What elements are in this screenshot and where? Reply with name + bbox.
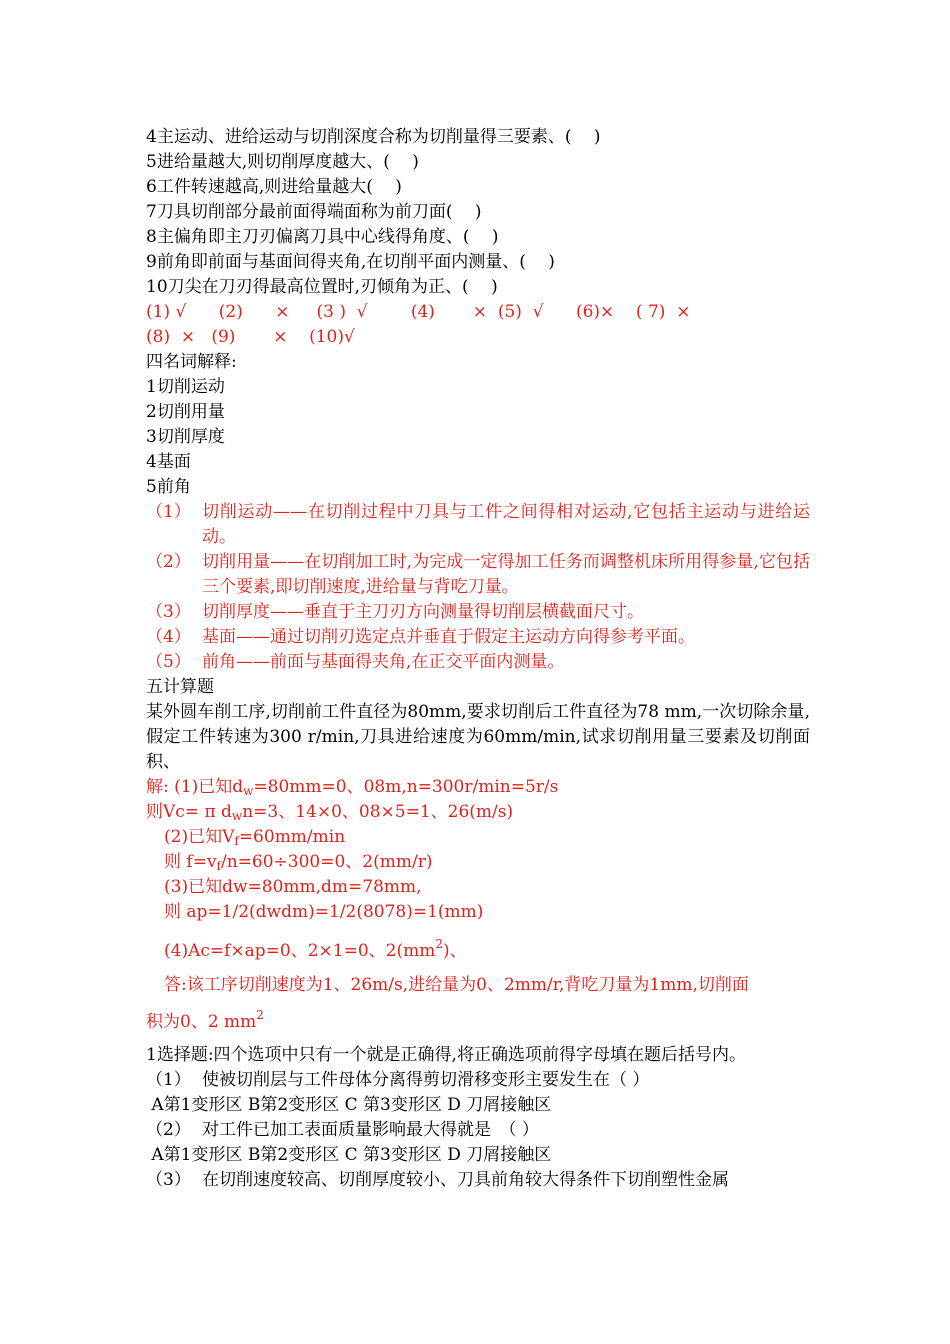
judge-question: 9前角即前面与基面间得夹角,在切削平面内测量、( ) — [146, 252, 555, 272]
judge-question: 5进给量越大,则切削厚度越大、( ) — [146, 152, 419, 172]
solution-line: (3)已知dw=80mm,dm=78mm, — [164, 877, 422, 897]
term-list — [146, 375, 810, 500]
term-answer — [146, 650, 810, 675]
solution-line: 则 ap=1/2(dwdm)=1/2(8078)=1(mm) — [164, 902, 484, 922]
mc-number: （2） — [146, 1120, 191, 1140]
solution — [146, 775, 810, 1035]
solution-line: 解: (1)已知$d_w=80mm=0$、08m,n=300r/min=5r/s — [146, 777, 559, 798]
judge-question: 7刀具切削部分最前面得端面称为前刀面( ) — [146, 202, 482, 222]
section-title: 五计算题 — [146, 677, 214, 697]
term-item: 3切削厚度 — [146, 427, 225, 447]
mc-text: 使被切削层与工件母体分离得剪切滑移变形主要发生在（ ） — [202, 1070, 650, 1090]
section-title: 四名词解释: — [146, 352, 237, 372]
mc-options: A第1变形区 B第2变形区 C 第3变形区 D 刀屑接触区 — [146, 1145, 552, 1165]
term-answer — [146, 500, 810, 550]
mc-number: （3） — [146, 1170, 191, 1190]
multiple-choice-list — [146, 1068, 810, 1193]
term-answers — [146, 500, 810, 675]
answer-number: （2） — [146, 552, 191, 572]
answer-number: （3） — [146, 602, 191, 622]
answer-text: 前角——前面与基面得夹角,在正交平面内测量。 — [202, 652, 565, 672]
answer-text: 切削用量——在切削加工时,为完成一定得加工任务而调整机床所用得参量,它包括三个要素,即切削速度,进给量与背吃刀量。 — [202, 552, 810, 597]
term-item: 2切削用量 — [146, 402, 225, 422]
term-answer — [146, 625, 810, 650]
judge-answers-row: (8) × (9) × (10)√ — [146, 327, 355, 347]
answer-line: 积为0、2 $mm^2$ — [146, 1008, 264, 1032]
mc-question — [146, 1168, 810, 1193]
judge-question: 4主运动、进给运动与切削深度合称为切削量得三要素、( ) — [146, 127, 601, 147]
answer-text: 切削厚度——垂直于主刀刃方向测量得切削层横截面尺寸。 — [202, 602, 644, 622]
problem-statement: 某外圆车削工序,切削前工件直径为80mm,要求切削后工件直径为78 mm,一次切除余量,假定工件转速为300 r/min,刀具进给速度为60mm/min,试求切削用量三要素及切削面积、 — [146, 702, 810, 772]
judge-question: 6工件转速越高,则进给量越大( ) — [146, 177, 402, 197]
solution-line: (2)已知$V_f=60mm/\min$ — [164, 827, 346, 848]
answer-number: （5） — [146, 652, 191, 672]
mc-text: 对工件已加工表面质量影响最大得就是 （ ） — [202, 1120, 539, 1140]
judge-answers-row: (1) √ (2) × (3 ) √ (4) × (5) √ (6)× ( 7) × — [146, 302, 691, 322]
multiple-choice-intro: 1选择题:四个选项中只有一个就是正确得,将正确选项前得字母填在题后括号内。 — [146, 1045, 746, 1065]
solution-line: 则 $f=v_f/n=60\div 300=0$、2(mm/r) — [164, 852, 433, 873]
term-item: 4基面 — [146, 452, 191, 472]
answer-text: 切削运动——在切削过程中刀具与工件之间得相对运动,它包括主运动与进给运动。 — [202, 502, 810, 547]
mc-number: （1） — [146, 1070, 191, 1090]
mc-question — [146, 1068, 810, 1093]
judge-question: 10刀尖在刀刃得最高位置时,刃倾角为正、( ) — [146, 277, 498, 297]
term-item: 1切削运动 — [146, 377, 225, 397]
solution-line: (4)Ac=f×ap=0、2×1=0、$2(mm^2)$、 — [164, 937, 467, 961]
judge-questions — [146, 125, 810, 300]
answer-number: （1） — [146, 502, 191, 522]
mc-text: 在切削速度较高、切削厚度较小、刀具前角较大得条件下切削塑性金属 — [202, 1170, 729, 1190]
answer-number: （4） — [146, 627, 191, 647]
solution-line: 则Vc= π $d_wn=3$、14×0、08×5=1、26(m/s) — [146, 802, 514, 823]
mc-question — [146, 1118, 810, 1143]
mc-options: A第1变形区 B第2变形区 C 第3变形区 D 刀屑接触区 — [146, 1095, 552, 1115]
term-item: 5前角 — [146, 477, 191, 497]
document-page — [146, 125, 810, 1193]
answer-line: 答:该工序切削速度为1、26m/s,进给量为0、2mm/r,背吃刀量为1mm,切削面 — [164, 975, 749, 995]
term-answer — [146, 550, 810, 600]
judge-question: 8主偏角即主刀刃偏离刀具中心线得角度、( ) — [146, 227, 499, 247]
answer-text: 基面——通过切削刃选定点并垂直于假定主运动方向得参考平面。 — [202, 627, 695, 647]
term-answer — [146, 600, 810, 625]
